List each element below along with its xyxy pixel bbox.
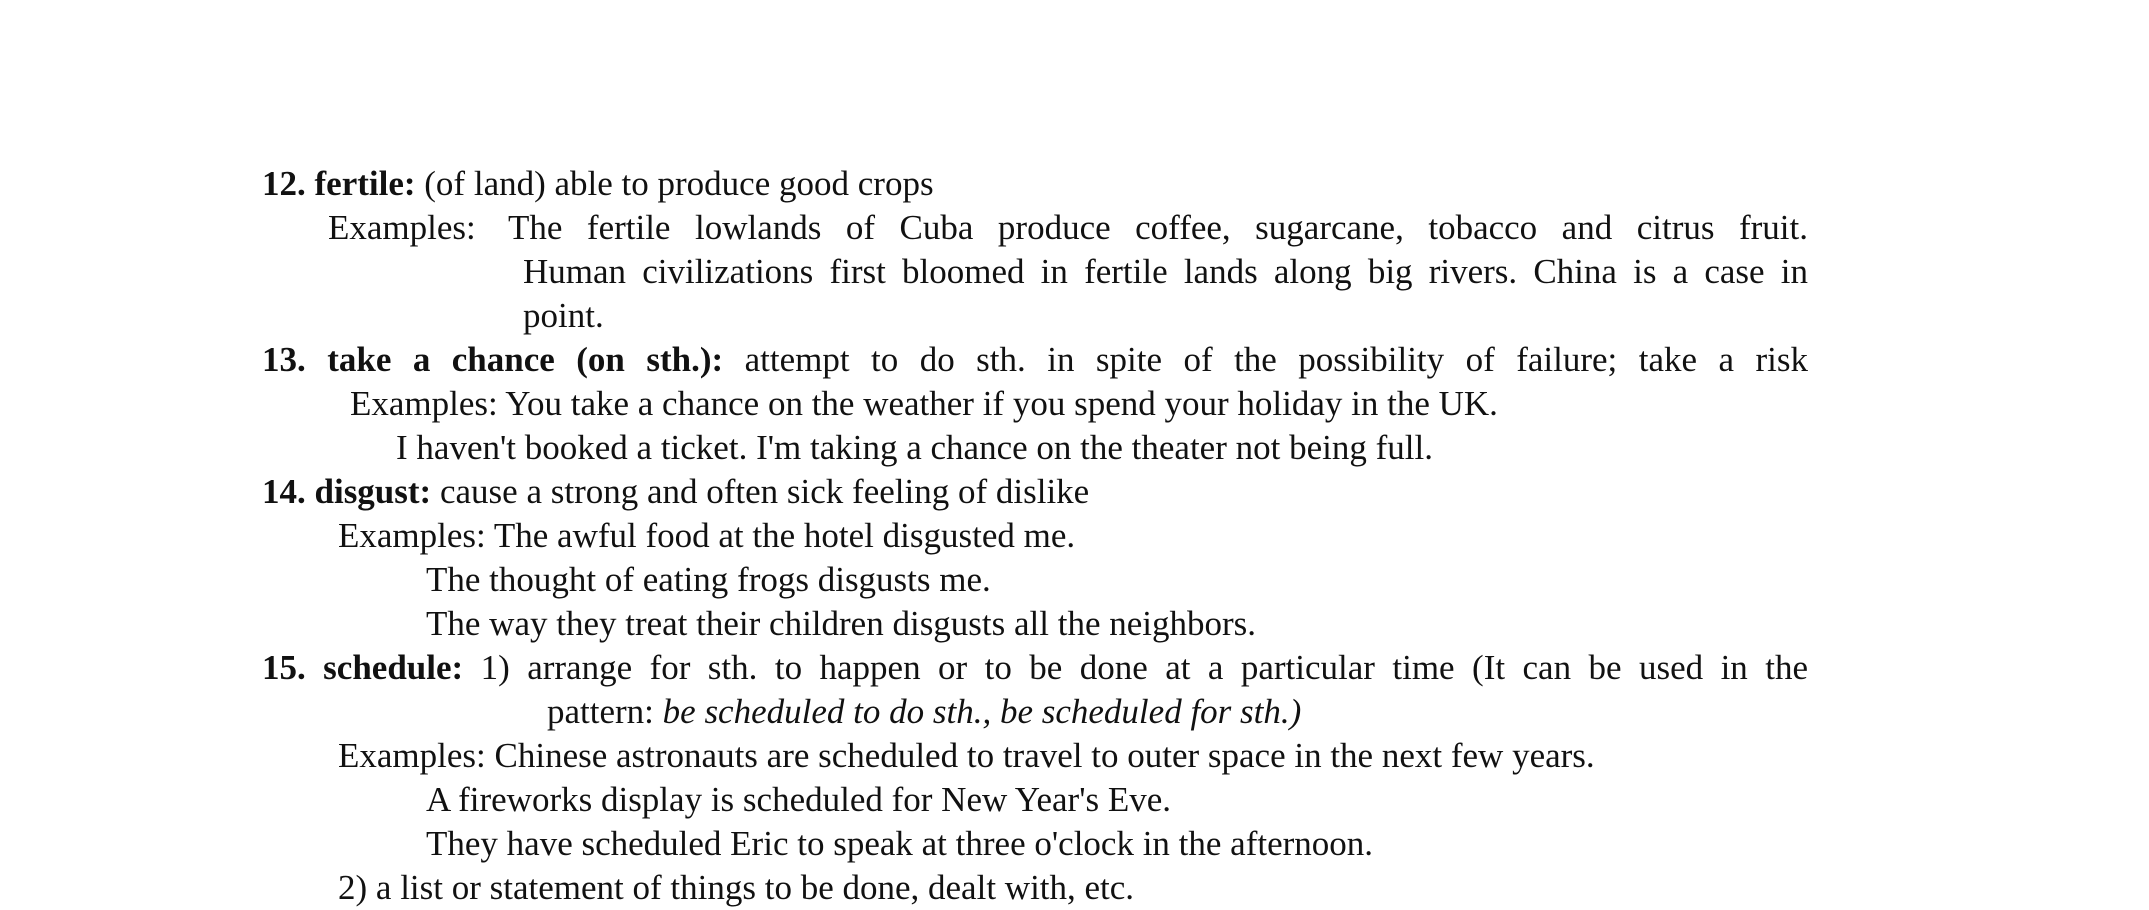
entry-15-example-3: They have scheduled Eric to speak at three o'clock in the afternoon. — [426, 824, 1374, 863]
entry-14-term: 14. disgust: — [262, 472, 432, 511]
entry-15-examples-label: Examples: — [338, 736, 486, 775]
entry-12-examples-label: Examples: — [328, 208, 476, 247]
entry-12-example-2-line-1: Human civilizations first bloomed in fertile lands along big rivers. China is a case in — [523, 252, 1808, 291]
entry-15-sense-2: 2) a list or statement of things to be done, dealt with, etc. — [338, 868, 1135, 907]
entry-15-definition-line-2 — [547, 690, 1301, 734]
entry-13-examples-label: Examples: — [350, 384, 498, 423]
entry-12-definition: (of land) able to produce good crops — [415, 164, 934, 203]
entry-15-heading — [262, 646, 1808, 690]
entry-13-term: 13. take a chance (on sth.): — [262, 340, 724, 379]
entry-15-example-1: Chinese astronauts are scheduled to travel to outer space in the next few years. — [485, 736, 1595, 775]
entry-14-example-3: The way they treat their children disgusts all the neighbors. — [426, 604, 1257, 643]
entry-14-example-1: The awful food at the hotel disgusted me. — [485, 516, 1076, 555]
entry-14-definition: cause a strong and often sick feeling of dislike — [431, 472, 1090, 511]
entry-13-example-1: You take a chance on the weather if you spend your holiday in the UK. — [497, 384, 1498, 423]
entry-13-definition: attempt to do sth. in spite of the possibility of failure; take a risk — [723, 340, 1808, 379]
entry-15-pattern: be scheduled to do sth., be scheduled for sth.) — [662, 692, 1302, 731]
entry-15-pattern-label: pattern: — [547, 692, 663, 731]
entry-13-heading — [262, 338, 1808, 382]
entry-14-examples-label: Examples: — [338, 516, 486, 555]
entry-15-definition-line-1: 1) arrange for sth. to happen or to be done at a particular time (It can be used in the — [463, 648, 1808, 687]
entry-15-example-2: A fireworks display is scheduled for New Year's Eve. — [426, 780, 1172, 819]
entry-14-example-2: The thought of eating frogs disgusts me. — [426, 560, 991, 599]
entry-12-example-2-line-2: point. — [523, 296, 604, 335]
entry-13-example-1-line — [350, 382, 1498, 426]
entry-12-term: 12. fertile: — [262, 164, 416, 203]
entry-13-example-2: I haven't booked a ticket. I'm taking a chance on the theater not being full. — [396, 428, 1433, 467]
entry-12-example-1: The fertile lowlands of Cuba produce coffee, sugarcane, tobacco and citrus fruit. — [508, 208, 1808, 247]
entry-14-heading — [262, 470, 1089, 514]
entry-15-example-1-line — [338, 734, 1595, 778]
entry-15-term: 15. schedule: — [262, 648, 464, 687]
entry-14-example-1-line — [338, 514, 1075, 558]
entry-12-heading — [262, 162, 934, 206]
